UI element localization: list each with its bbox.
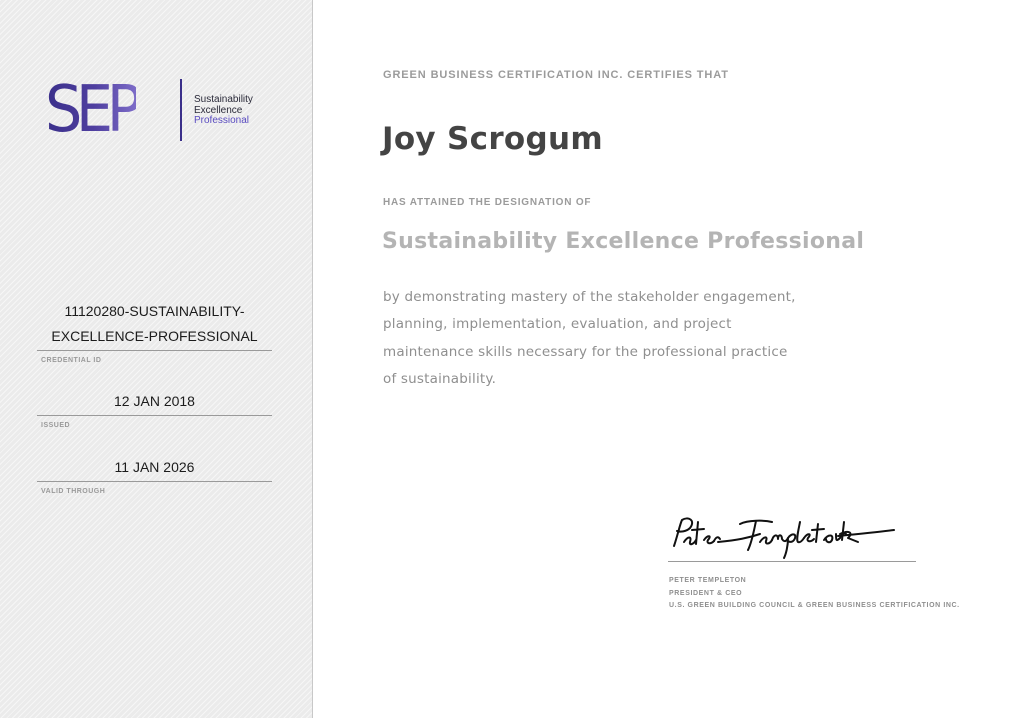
signatory-title: PRESIDENT & CEO — [669, 589, 743, 597]
logo-mark: SEP — [45, 73, 136, 147]
signatory-organization: U.S. GREEN BUILDING COUNCIL & GREEN BUSINESS CERTIFICATION INC. — [669, 602, 960, 609]
attained-line: HAS ATTAINED THE DESIGNATION OF — [383, 197, 592, 208]
credential-id-field — [20, 299, 297, 364]
credential-id-label: CREDENTIAL ID — [41, 357, 102, 364]
credential-id-text: 11120280-SUSTAINABILITY-EXCELLENCE-PROFESSIONAL — [51, 303, 258, 344]
valid-through-field — [37, 455, 272, 495]
logo-wordmark — [194, 95, 253, 127]
certifies-line: GREEN BUSINESS CERTIFICATION INC. CERTIFIES THAT — [383, 69, 729, 81]
sep-logo — [45, 73, 275, 147]
issued-label: ISSUED — [41, 422, 71, 429]
logo-line-excellence: Excellence — [194, 104, 243, 116]
logo-line-sustainability: Sustainability — [194, 94, 253, 105]
issued-date: 12 JAN 2018 — [37, 389, 272, 416]
valid-through-label: VALID THROUGH — [41, 488, 106, 495]
credential-id-value — [37, 299, 272, 351]
credential-sidebar — [0, 0, 313, 718]
designation-description: by demonstrating mastery of the stakeholder engagement, planning, implementation, evaluation, and project maintenance skills necessary for the professional practice of sustainability. — [383, 289, 796, 387]
logo-divider — [180, 79, 182, 141]
signature-line — [668, 561, 916, 562]
logo-line-professional: Professional — [194, 115, 250, 126]
signature-image — [668, 512, 898, 562]
signatory-block — [669, 575, 960, 613]
recipient-name: Joy Scrogum — [382, 121, 603, 157]
designation-title: Sustainability Excellence Professional — [382, 229, 865, 254]
issued-field — [37, 389, 272, 429]
signatory-name: PETER TEMPLETON — [669, 577, 747, 584]
valid-through-date: 11 JAN 2026 — [37, 455, 272, 482]
